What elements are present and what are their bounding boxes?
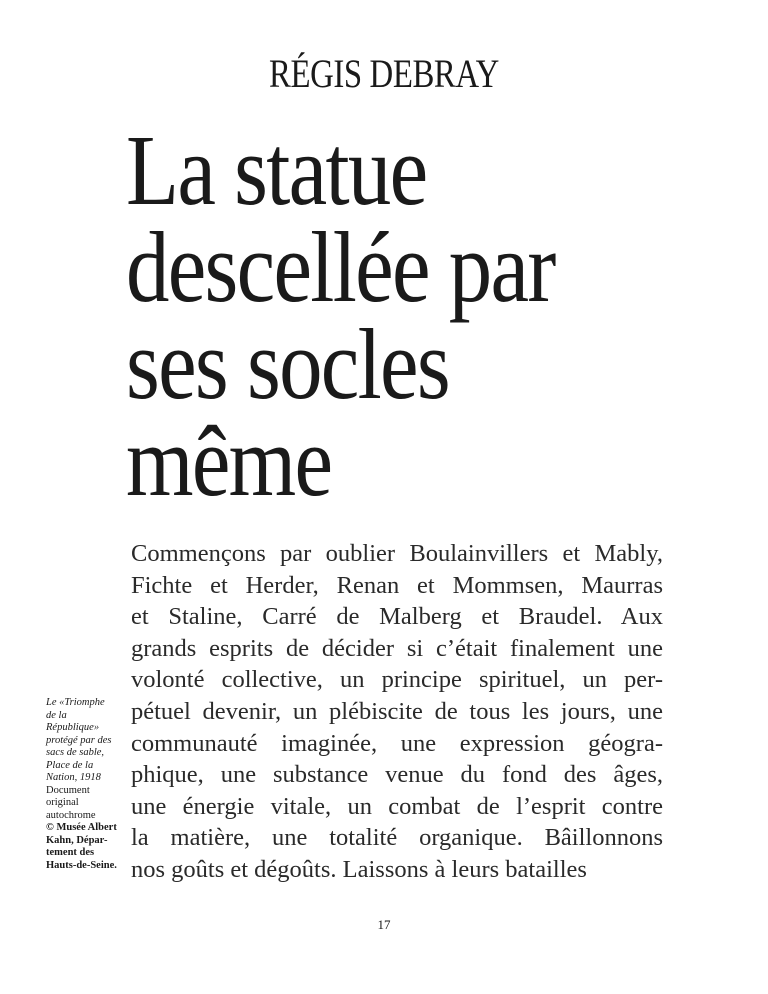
caption-italic-line: protégé par des <box>46 734 112 746</box>
body-line: une énergie vitale, un combat de l’esprit contre <box>131 792 663 820</box>
caption-credit-line: Kahn, Dépar- <box>46 834 108 846</box>
caption-regular-line: autochrome <box>46 809 96 821</box>
caption-credit-line: Hauts-de-Seine. <box>46 859 117 871</box>
title-line: La statue <box>126 114 427 226</box>
body-line: phique, une substance venue du fond des âges, <box>131 761 663 789</box>
body-line: communauté imaginée, une expression géogra- <box>131 729 663 757</box>
photo-caption <box>46 697 124 872</box>
article-title <box>126 114 659 517</box>
body-line: grands esprits de décider si c’était finalement une <box>131 634 663 662</box>
caption-italic-line: Nation, 1918 <box>46 772 101 783</box>
caption-italic-line: sacs de sable, <box>46 747 105 758</box>
body-line: la matière, une totalité organique. Bâillonnons <box>131 824 663 852</box>
body-line: pétuel devenir, un plébiscite de tous les jours, une <box>131 697 663 725</box>
caption-credit-line: tement des <box>46 847 95 858</box>
caption-regular-line: Document original <box>46 784 90 808</box>
caption-credit-line: © Musée Albert <box>46 822 117 833</box>
author-name: RÉGIS DEBRAY <box>269 51 499 96</box>
body-line: nos goûts et dégoûts. Laissons à leurs batailles <box>131 855 587 883</box>
page-number: 17 <box>377 917 391 932</box>
caption-italic-line: Le «Triomphe <box>46 697 105 708</box>
caption-italic-line: de la <box>46 709 67 721</box>
body-line: Fichte et Herder, Renan et Mommsen, Maurras <box>131 571 663 599</box>
title-line: même <box>126 405 332 517</box>
caption-italic-line: République» <box>46 722 100 733</box>
body-line: volonté collective, un principe spirituel, un per- <box>131 666 663 694</box>
caption-italic-line: Place de la <box>46 759 94 771</box>
body-line: et Staline, Carré de Malberg et Braudel. Aux <box>131 603 663 631</box>
body-line: Commençons par oublier Boulainvillers et Mably, <box>131 540 663 567</box>
title-line: ses socles <box>126 308 449 420</box>
title-line: descellée par <box>126 211 555 323</box>
body-paragraph <box>131 538 663 886</box>
